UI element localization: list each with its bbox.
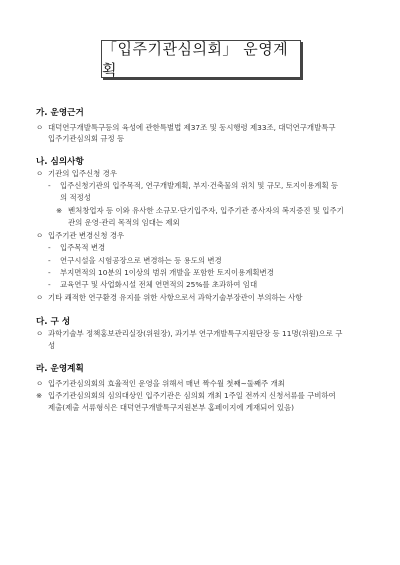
circle-bullet-icon: ㅇ <box>36 231 44 240</box>
note-text: 제출(제출 서류형식은 대덕연구개발특구지원본부 홈페이지에 게재되어 있음) <box>48 403 294 412</box>
note-item <box>36 390 376 401</box>
list-item-text: 대덕연구개발특구등의 육성에 관한특별법 제37조 및 동시행령 제33조, 대덕연구개발특구 <box>48 123 336 132</box>
dash-bullet-icon: - <box>48 181 51 190</box>
list-item-text: 입주신청기관의 입주목적, 연구개발계획, 부지·건축물의 위치 및 규모, 토지이용계획 등 <box>60 181 339 190</box>
list-item <box>36 328 376 339</box>
list-item-text: 연구시설을 시험공장으로 변경하는 등 용도의 변경 <box>60 256 222 265</box>
dash-bullet-icon: - <box>48 268 51 277</box>
list-item-text: 성 <box>48 341 56 350</box>
list-item-continuation <box>48 192 374 203</box>
list-item-text: 입주기관심의회의 효율적인 운영을 위해서 매년 짝수월 첫째~둘째주 개최 <box>48 379 285 388</box>
section-heading-review-items: 나. 심의사항 <box>36 157 84 167</box>
list-item-text: 교육연구 및 사업화시설 전체 연면적의 25%를 초과하여 임대 <box>60 280 258 289</box>
list-item <box>48 242 374 253</box>
circle-bullet-icon: ㅇ <box>36 169 44 178</box>
list-item-text: 부지면적의 10분의 1이상의 범위 개발을 포함한 토지이용계획변경 <box>60 268 274 277</box>
dash-bullet-icon: - <box>48 256 51 265</box>
list-item <box>48 180 374 191</box>
section-heading-operation-plan: 라. 운영계획 <box>36 364 84 374</box>
list-item-text: 입주목적 변경 <box>60 243 106 252</box>
note-text: 관의 운영·관리 목적의 임대는 제외 <box>68 218 180 227</box>
section-heading-composition: 다. 구 성 <box>36 317 71 327</box>
list-item-continuation <box>36 133 376 144</box>
list-item-text: 입주기관 변경신청 경우 <box>48 231 125 240</box>
circle-bullet-icon: ㅇ <box>36 379 44 388</box>
list-item <box>48 255 374 266</box>
circle-bullet-icon: ㅇ <box>36 293 44 302</box>
list-item <box>48 279 374 290</box>
circle-bullet-icon: ㅇ <box>36 329 44 338</box>
note-text: 입주기관심의회의 심의대상인 입주기관은 심의회 개최 1주일 전까지 신청서류를 구비하여 <box>48 391 336 400</box>
list-item-text: 기관의 입주신청 경우 <box>48 169 117 178</box>
list-item-text: 기타 쾌적한 연구환경 유지를 위한 사항으로서 과학기술부장관이 부의하는 사항 <box>48 293 303 302</box>
list-item <box>48 267 374 278</box>
list-item <box>36 292 376 303</box>
note-item <box>56 205 374 216</box>
note-item-continuation <box>36 402 376 413</box>
document-title: 「입주기관심의회」 운영계획 <box>101 40 301 78</box>
circle-bullet-icon: ㅇ <box>36 123 44 132</box>
list-item-text: 입주기관심의회 규정 등 <box>48 134 125 143</box>
note-mark-icon: ※ <box>36 391 43 400</box>
dash-bullet-icon: - <box>48 243 51 252</box>
list-item-continuation <box>36 340 376 351</box>
list-item-text: 의 적정성 <box>60 193 91 202</box>
list-item <box>36 378 376 389</box>
list-item-text: 과학기술부 정책홍보관리실장(위원장), 과기부 연구개발특구지원단장 등 11명(위원)으로 구 <box>48 329 343 338</box>
note-item-continuation <box>56 217 374 228</box>
dash-bullet-icon: - <box>48 280 51 289</box>
list-item <box>36 230 376 241</box>
section-heading-basis: 가. 운영근거 <box>36 108 84 118</box>
list-item <box>36 168 376 179</box>
note-mark-icon: ※ <box>56 206 63 215</box>
list-item <box>36 122 376 133</box>
note-text: 벤처창업자 등 이와 유사한 소규모·단기입주자, 입주기관 종사자의 복지증진 및 입주기 <box>68 206 344 215</box>
